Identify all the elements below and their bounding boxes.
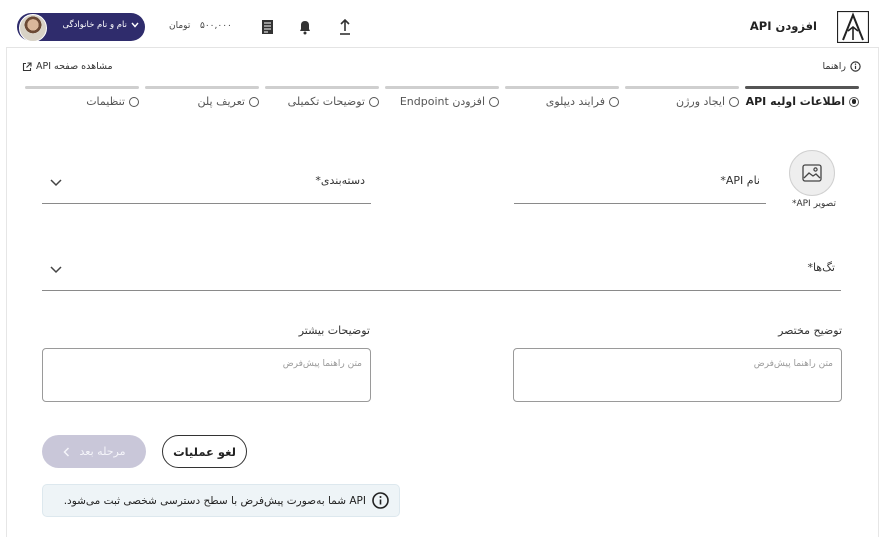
- step-add-endpoint[interactable]: [385, 86, 499, 112]
- upload-arrow-icon[interactable]: [337, 18, 353, 36]
- more-description-label: توضیحات بیشتر: [298, 324, 370, 337]
- step-label: اطلاعات اولیه API: [745, 95, 845, 108]
- radio-icon: [249, 97, 259, 107]
- image-icon: [802, 164, 822, 182]
- cancel-button[interactable]: لغو عملیات: [162, 435, 247, 468]
- category-select[interactable]: [42, 174, 371, 204]
- more-description-input[interactable]: [42, 348, 371, 402]
- user-menu-button[interactable]: [17, 13, 145, 41]
- chevron-down-icon: [50, 263, 62, 277]
- short-description-placeholder: متن راهنما پیش‌فرض: [753, 359, 833, 369]
- short-description-label: توضیح مختصر: [778, 324, 842, 337]
- info-circle-icon: [850, 61, 861, 72]
- step-progress-bar: [265, 86, 379, 89]
- short-description-input[interactable]: [513, 348, 842, 402]
- api-image-label: تصویر API*: [791, 199, 836, 209]
- chevron-left-icon: [63, 447, 70, 457]
- category-label: دسته‌بندی*: [315, 174, 365, 187]
- view-api-page-link[interactable]: [22, 61, 113, 72]
- tags-select[interactable]: [42, 261, 841, 291]
- logo-icon[interactable]: [837, 11, 869, 43]
- radio-icon: [369, 97, 379, 107]
- step-define-plan[interactable]: [145, 86, 259, 112]
- step-basic-info[interactable]: [745, 86, 859, 112]
- info-notice: [42, 484, 400, 517]
- help-link[interactable]: [823, 61, 862, 72]
- page-title: افزودن API: [749, 19, 817, 33]
- stepper: [25, 86, 859, 112]
- radio-icon: [489, 97, 499, 107]
- balance-value: ۵۰۰,۰۰۰: [200, 21, 232, 31]
- radio-icon: [129, 97, 139, 107]
- bell-icon[interactable]: [297, 18, 313, 36]
- step-label: افزودن Endpoint: [399, 95, 485, 108]
- step-label: تعریف پلن: [197, 95, 245, 108]
- help-label: راهنما: [822, 61, 846, 72]
- tags-label: تگ‌ها*: [807, 261, 835, 274]
- step-create-version[interactable]: [625, 86, 739, 112]
- step-progress-bar: [505, 86, 619, 89]
- step-progress-bar: [385, 86, 499, 89]
- avatar: [19, 14, 47, 42]
- external-link-icon: [22, 62, 32, 72]
- step-label: ایجاد ورژن: [676, 95, 725, 108]
- api-image-upload[interactable]: [789, 150, 835, 196]
- step-progress-bar: [25, 86, 139, 89]
- balance-unit: تومان: [169, 21, 191, 31]
- next-step-button[interactable]: [42, 435, 146, 468]
- radio-icon: [729, 97, 739, 107]
- next-step-label: مرحله بعد: [79, 445, 126, 458]
- api-name-label: نام API*: [720, 174, 760, 187]
- user-name: نام و نام خانوادگی: [62, 20, 127, 30]
- step-progress-bar: [745, 86, 859, 89]
- radio-icon: [849, 97, 859, 107]
- info-icon: [372, 492, 389, 509]
- step-extra-description[interactable]: [265, 86, 379, 112]
- more-description-placeholder: متن راهنما پیش‌فرض: [282, 359, 362, 369]
- step-label: فرایند دیپلوی: [545, 95, 605, 108]
- top-header: [6, 6, 879, 48]
- invoice-icon[interactable]: [259, 18, 275, 36]
- step-label: توضیحات تکمیلی: [287, 95, 365, 108]
- chevron-down-icon: [50, 176, 62, 190]
- chevron-down-icon: [131, 21, 139, 31]
- step-deploy-process[interactable]: [505, 86, 619, 112]
- info-message: API شما به‌صورت پیش‌فرض با سطح دسترسی شخصی ثبت می‌شود.: [63, 494, 366, 507]
- step-progress-bar: [625, 86, 739, 89]
- view-api-page-label: مشاهده صفحه API: [36, 61, 113, 72]
- step-progress-bar: [145, 86, 259, 89]
- step-settings[interactable]: [25, 86, 139, 112]
- api-name-field[interactable]: [514, 174, 766, 204]
- radio-icon: [609, 97, 619, 107]
- step-label: تنظیمات: [86, 95, 125, 108]
